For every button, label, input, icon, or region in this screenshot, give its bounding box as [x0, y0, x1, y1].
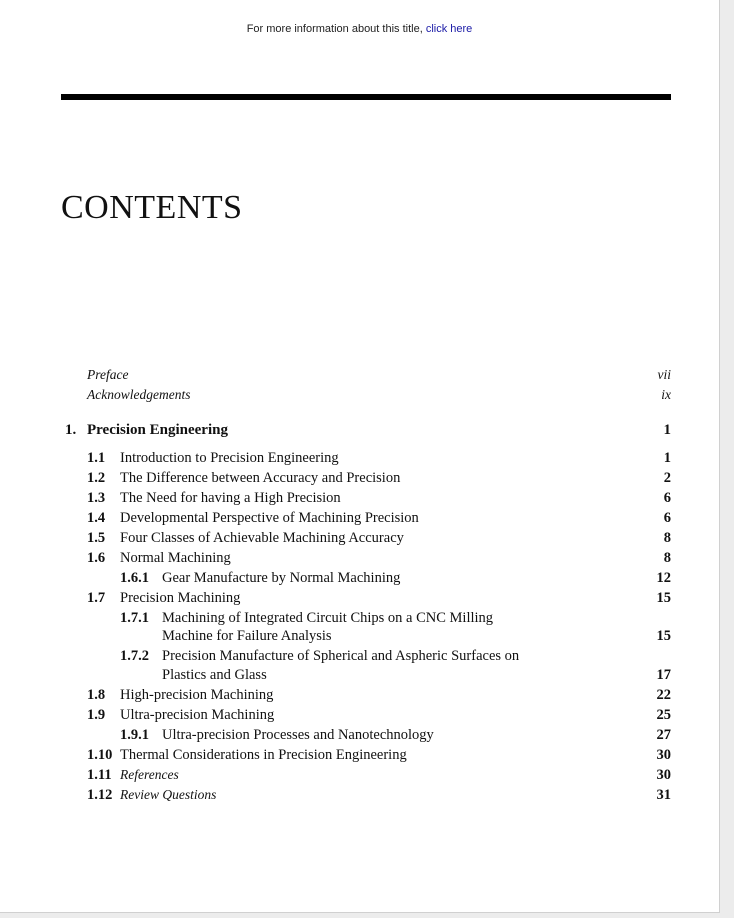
- page-title: CONTENTS: [61, 189, 243, 226]
- toc-entry-title: Review Questions: [120, 787, 217, 802]
- toc-entry-page: 17: [656, 667, 671, 683]
- click-here-link[interactable]: click here: [425, 23, 473, 35]
- toc-entry-title-cont: Plastics and Glass: [162, 667, 267, 683]
- toc-entry-page: 25: [656, 707, 671, 723]
- toc-entry-number: 1.9.1: [120, 727, 149, 743]
- toc-entry-title: Gear Manufacture by Normal Machining: [162, 570, 401, 586]
- toc-entry-title: Developmental Perspective of Machining Precision: [120, 510, 419, 526]
- toc-entry-title: Preface: [87, 367, 129, 382]
- header-rule: [61, 94, 671, 100]
- toc-entry-number: 1.11: [87, 767, 112, 783]
- toc-entry-page: 15: [656, 628, 671, 644]
- toc-entry-page: 31: [656, 787, 671, 803]
- toc-entry-page: 22: [656, 687, 671, 703]
- toc-entry-page: vii: [657, 367, 671, 382]
- toc-entry-title: References: [120, 767, 179, 782]
- toc-entry-number: 1.12: [87, 787, 113, 803]
- toc-entry-page: 8: [663, 530, 671, 546]
- toc-chapter-title: Precision Engineering: [87, 422, 228, 438]
- toc-entry-page: 12: [656, 570, 671, 586]
- toc-entry-number: 1.6: [87, 550, 106, 566]
- toc-entry-title: Introduction to Precision Engineering: [120, 450, 339, 466]
- info-banner: [0, 23, 719, 35]
- toc-entry-title: The Difference between Accuracy and Precision: [120, 470, 401, 486]
- toc-entry-number: 1.8: [87, 687, 106, 703]
- toc-entry-page: 1: [663, 450, 671, 466]
- toc-entry-title: Four Classes of Achievable Machining Accuracy: [120, 530, 404, 546]
- toc-entry-page: 15: [656, 590, 671, 606]
- toc-entry-page: ix: [661, 387, 671, 402]
- toc-entry-title: Thermal Considerations in Precision Engineering: [120, 747, 407, 763]
- toc-entry-title: Machining of Integrated Circuit Chips on a CNC Milling: [162, 610, 494, 626]
- toc-entry-number: 1.1: [87, 450, 106, 466]
- info-text: For more information about this title,: [246, 23, 426, 35]
- toc-entry-title: High-precision Machining: [120, 687, 274, 703]
- toc-entry-number: 1.7.1: [120, 610, 149, 626]
- toc-entry-title: Precision Machining: [120, 590, 241, 606]
- toc-entry-page: 2: [663, 470, 671, 486]
- viewer-background-bottom: [0, 913, 734, 918]
- toc-entry-title: Ultra-precision Machining: [120, 707, 275, 723]
- toc-entry-number: 1.6.1: [120, 570, 149, 586]
- toc-entry-title: The Need for having a High Precision: [120, 490, 341, 506]
- toc-entry-number: 1.2: [87, 470, 106, 486]
- toc-chapter-page: 1: [663, 422, 671, 438]
- toc-entry-number: 1.7: [87, 590, 106, 606]
- toc-chapter-number: 1.: [65, 422, 77, 438]
- toc-entry-number: 1.9: [87, 707, 106, 723]
- toc-entry-page: 30: [656, 767, 671, 783]
- toc-entry-title-cont: Machine for Failure Analysis: [162, 628, 332, 644]
- toc-entry-title: Ultra-precision Processes and Nanotechnology: [162, 727, 434, 743]
- toc-entry-page: 27: [656, 727, 671, 743]
- toc-entry-number: 1.7.2: [120, 648, 149, 664]
- toc-entry-page: 8: [663, 550, 671, 566]
- toc-entry-number: 1.5: [87, 530, 106, 546]
- toc-entry-page: 6: [663, 490, 671, 506]
- toc-entry-title: Normal Machining: [120, 550, 231, 566]
- toc-entry-page: 30: [656, 747, 671, 763]
- toc-entry-title: Precision Manufacture of Spherical and Aspheric Surfaces on: [162, 648, 520, 664]
- toc-entry-title: Acknowledgements: [87, 387, 191, 402]
- toc-entry-page: 6: [663, 510, 671, 526]
- toc-entry-number: 1.3: [87, 490, 106, 506]
- viewer-background-right: [720, 0, 734, 918]
- toc-entry-number: 1.4: [87, 510, 106, 526]
- toc-entry-number: 1.10: [87, 747, 113, 763]
